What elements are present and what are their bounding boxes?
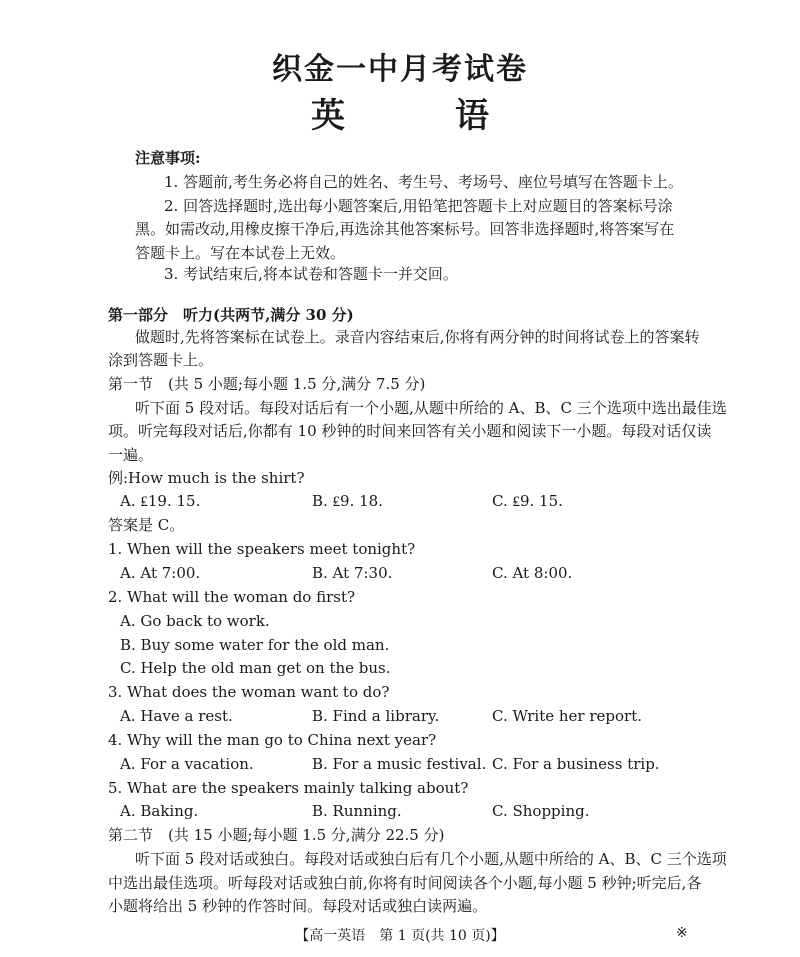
example-option-c: C. ₤9. 15. xyxy=(492,492,563,510)
subject-title xyxy=(0,88,800,137)
question-1: 1. When will the speakers meet tonight? xyxy=(108,540,416,558)
section-1-instr-line-1: 听下面 5 段对话。每段对话后有一个小题,从题中所给的 A、B、C 三个选项中选出最佳选 xyxy=(135,399,727,417)
question-1-option-c: C. At 8:00. xyxy=(492,564,573,582)
question-4-option-a: A. For a vacation. xyxy=(120,755,254,773)
question-4-option-c: C. For a business trip. xyxy=(492,755,660,773)
school-title: 织金一中月考试卷 xyxy=(272,52,528,87)
example-option-a: A. ₤19. 15. xyxy=(120,492,201,510)
notice-item-2-line-2: 黑。如需改动,用橡皮擦干净后,再选涂其他答案标号。回答非选择题时,将答案写在 xyxy=(135,220,675,238)
question-1-option-b: B. At 7:30. xyxy=(312,564,393,582)
question-5-option-b: B. Running. xyxy=(312,802,402,820)
question-3-option-c: C. Write her report. xyxy=(492,707,642,725)
part-intro-line-2: 涂到答题卡上。 xyxy=(108,351,214,369)
subject-char-2: 语 xyxy=(455,96,489,136)
question-2: 2. What will the woman do first? xyxy=(108,588,356,606)
question-3: 3. What does the woman want to do? xyxy=(108,683,390,701)
question-2-option-c: C. Help the old man get on the bus. xyxy=(120,659,391,677)
question-4: 4. Why will the man go to China next year? xyxy=(108,731,437,749)
page-footer: 【高一英语 第 1 页(共 10 页)】 xyxy=(295,928,505,944)
notice-item-1: 1. 答题前,考生务必将自己的姓名、考生号、考场号、座位号填写在答题卡上。 xyxy=(164,173,683,191)
section-2-instr-line-3: 小题将给出 5 秒钟的作答时间。每段对话或独白读两遍。 xyxy=(108,897,488,915)
question-2-option-a: A. Go back to work. xyxy=(120,612,270,630)
question-2-option-b: B. Buy some water for the old man. xyxy=(120,636,390,654)
footer-mark: ※ xyxy=(676,925,688,941)
part-heading: 第一部分 听力(共两节,满分 30 分) xyxy=(108,306,354,324)
section-2-instr-line-2: 中选出最佳选项。听每段对话或独白前,你将有时间阅读各个小题,每小题 5 秒钟;听完后,各 xyxy=(108,874,702,892)
part-intro-line-1: 做题时,先将答案标在试卷上。录音内容结束后,你将有两分钟的时间将试卷上的答案转 xyxy=(135,328,700,346)
section-1-heading: 第一节 (共 5 小题;每小题 1.5 分,满分 7.5 分) xyxy=(108,375,426,393)
notice-item-2-line-3: 答题卡上。写在本试卷上无效。 xyxy=(135,244,346,262)
notice-item-2-line-1: 2. 回答选择题时,选出每小题答案后,用铅笔把答题卡上对应题目的答案标号涂 xyxy=(164,197,673,215)
section-1-instr-line-3: 一遍。 xyxy=(108,446,154,464)
question-1-option-a: A. At 7:00. xyxy=(120,564,201,582)
notice-item-3: 3. 考试结束后,将本试卷和答题卡一并交回。 xyxy=(164,265,458,283)
section-2-instr-line-1: 听下面 5 段对话或独白。每段对话或独白后有几个小题,从题中所给的 A、B、C 三个选项 xyxy=(135,850,727,868)
section-1-instr-line-2: 项。听完每段对话后,你都有 10 秒钟的时间来回答有关小题和阅读下一小题。每段对话仅读 xyxy=(108,422,712,440)
question-5-option-c: C. Shopping. xyxy=(492,802,590,820)
section-2-heading: 第二节 (共 15 小题;每小题 1.5 分,满分 22.5 分) xyxy=(108,826,445,844)
question-4-option-b: B. For a music festival. xyxy=(312,755,487,773)
example-option-b: B. ₤9. 18. xyxy=(312,492,383,510)
question-3-option-b: B. Find a library. xyxy=(312,707,440,725)
notice-heading: 注意事项: xyxy=(135,149,201,167)
example-answer: 答案是 C。 xyxy=(108,516,185,534)
question-5: 5. What are the speakers mainly talking about? xyxy=(108,779,469,797)
subject-char-1: 英 xyxy=(311,96,345,136)
question-3-option-a: A. Have a rest. xyxy=(120,707,233,725)
example-question: 例:How much is the shirt? xyxy=(108,469,305,487)
question-5-option-a: A. Baking. xyxy=(120,802,199,820)
